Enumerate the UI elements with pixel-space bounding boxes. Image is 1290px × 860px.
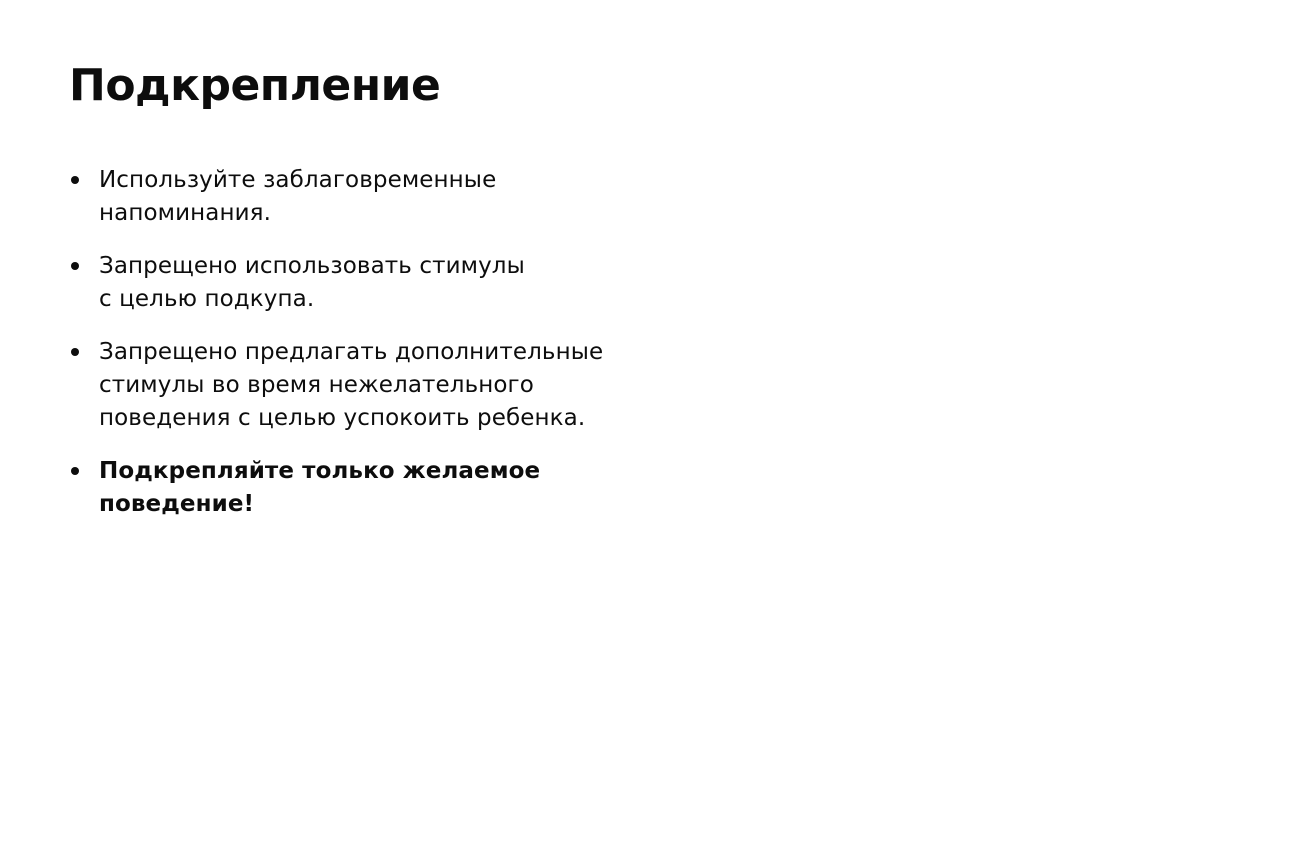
bullet-item (69, 164, 709, 230)
bullet-text: Подкрепляйте только желаемое поведение! (99, 458, 541, 517)
bullet-dot-icon (71, 176, 79, 184)
bullet-dot-icon (71, 262, 79, 270)
bullet-text: Запрещено предлагать дополнительные стимулы во время нежелательного поведения с целью успокоить ребенка. (99, 339, 604, 431)
bullet-text: Запрещено использовать стимулы с целью подкупа. (99, 253, 525, 312)
bullet-item (69, 455, 709, 521)
bullet-text: Используйте заблаговременные напоминания. (99, 167, 497, 226)
bullet-item (69, 250, 709, 316)
bullet-list (69, 164, 709, 541)
bullet-dot-icon (71, 467, 79, 475)
bullet-dot-icon (71, 348, 79, 356)
bullet-item (69, 336, 709, 435)
slide-title: Подкрепление (69, 60, 441, 111)
